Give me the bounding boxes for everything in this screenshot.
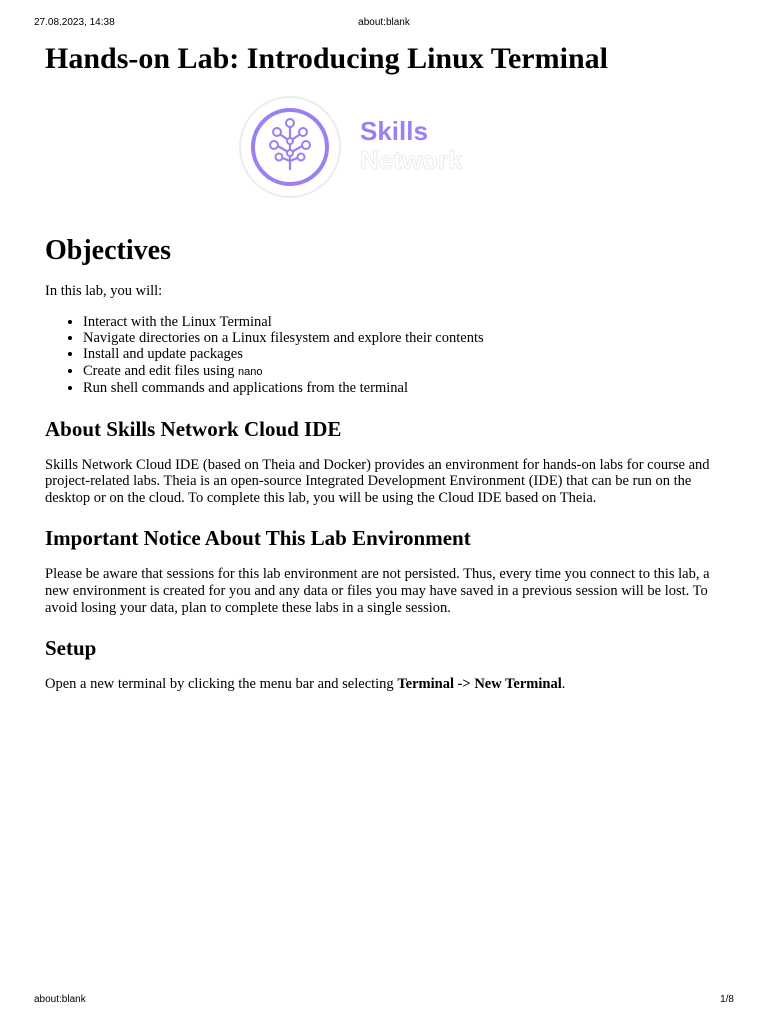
notice-heading: Important Notice About This Lab Environment: [45, 526, 471, 551]
skills-network-logo: [238, 95, 488, 199]
setup-body-prefix: Open a new terminal by clicking the menu bar and selecting: [45, 676, 398, 693]
list-item: [83, 380, 730, 396]
skills-network-logo-icon: [238, 95, 342, 199]
setup-body: [45, 676, 730, 693]
document-title: Hands-on Lab: Introducing Linux Terminal: [45, 42, 608, 75]
skills-network-wordmark: [360, 117, 463, 175]
list-item: [83, 314, 730, 330]
print-footer-url: about:blank: [34, 994, 86, 1005]
setup-menu-path: Terminal -> New Terminal: [397, 676, 562, 693]
print-page-number: 1/8: [720, 994, 734, 1005]
print-datetime: 27.08.2023, 14:38: [34, 17, 115, 28]
list-item: [83, 346, 730, 362]
about-ide-heading: About Skills Network Cloud IDE: [45, 416, 342, 441]
logo-text-skills: Skills: [360, 116, 428, 146]
list-item-text: Create and edit files using: [83, 362, 239, 379]
objectives-intro: In this lab, you will:: [45, 283, 163, 299]
inline-code-nano: nano: [238, 365, 263, 378]
print-header: [34, 17, 734, 31]
list-item-text: Install and update packages: [83, 346, 243, 363]
document-content: [45, 40, 730, 693]
objectives-heading: Objectives: [45, 235, 171, 266]
list-item: [83, 363, 730, 380]
objectives-list: [45, 314, 730, 397]
setup-body-suffix: .: [561, 676, 566, 693]
setup-heading: Setup: [45, 636, 97, 661]
print-footer: [34, 994, 734, 1008]
notice-body: Please be aware that sessions for this lab environment are not persisted. Thus, every time you connect to this lab, a new environment is created for you and any data or files you may have saved in a previous session will be lost. To avoid losing your data, plan to complete these labs in a single session.: [45, 566, 710, 616]
list-item: [83, 330, 730, 346]
list-item-text: Run shell commands and applications from the terminal: [83, 380, 408, 397]
print-page-url: about:blank: [358, 17, 410, 28]
list-item-text: Interact with the Linux Terminal: [83, 313, 272, 330]
about-ide-body: Skills Network Cloud IDE (based on Theia and Docker) provides an environment for hands-on labs for course and project-related labs. Theia is an open-source Integrated Development Environment (IDE) that can be run on the desktop or on the cloud. To complete this lab, you will be using the Cloud IDE based on Theia.: [45, 456, 710, 506]
list-item-text: Navigate directories on a Linux filesystem and explore their contents: [83, 330, 484, 346]
logo-text-network: Network: [360, 145, 463, 175]
